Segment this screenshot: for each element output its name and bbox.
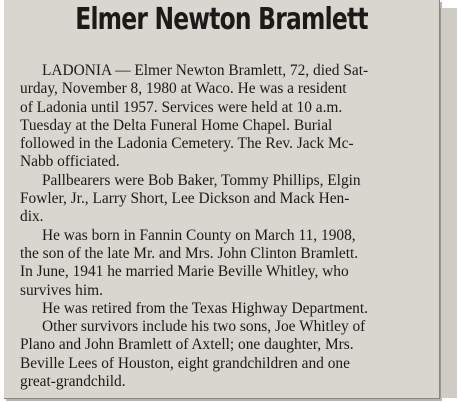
obituary-headline: Elmer Newton Bramlett: [75, 2, 368, 37]
body-line: He was born in Fannin County on March 11, 1908,: [42, 226, 356, 244]
body-line: urday, November 8, 1980 at Waco. He was a resident: [20, 80, 347, 98]
obituary-body: [20, 62, 430, 391]
body-line: of Ladonia until 1957. Services were held at 10 a.m.: [20, 98, 343, 116]
body-line: Beville Lees of Houston, eight grandchildren and one: [20, 354, 350, 372]
body-line: LADONIA — Elmer Newton Bramlett, 72, died Sat-: [42, 62, 369, 79]
body-line: followed in the Ladonia Cemetery. The Rev. Jack Mc-: [20, 135, 354, 153]
body-line: survives him.: [20, 281, 103, 299]
body-line: great-grandchild.: [20, 373, 126, 391]
body-line: Other survivors include his two sons, Joe Whitley of: [42, 318, 366, 336]
body-line: Plano and John Bramlett of Axtell; one daughter, Mrs.: [20, 336, 354, 354]
newspaper-clipping: [4, 0, 440, 399]
body-line: Pallbearers were Bob Baker, Tommy Phillips, Elgin: [42, 171, 361, 189]
body-line: In June, 1941 he married Marie Beville Whitley, who: [20, 263, 349, 281]
body-line: He was retired from the Texas Highway Department.: [42, 299, 369, 317]
body-line: Fowler, Jr., Larry Short, Lee Dickson and Mack Hen-: [20, 190, 350, 208]
body-line: dix.: [20, 208, 44, 226]
body-line: Nabb officiated.: [20, 153, 120, 171]
body-line: Tuesday at the Delta Funeral Home Chapel. Burial: [20, 116, 333, 134]
adjacent-paper-edge: [440, 8, 457, 398]
body-line: the son of the late Mr. and Mrs. John Clinton Bramlett.: [20, 244, 359, 262]
